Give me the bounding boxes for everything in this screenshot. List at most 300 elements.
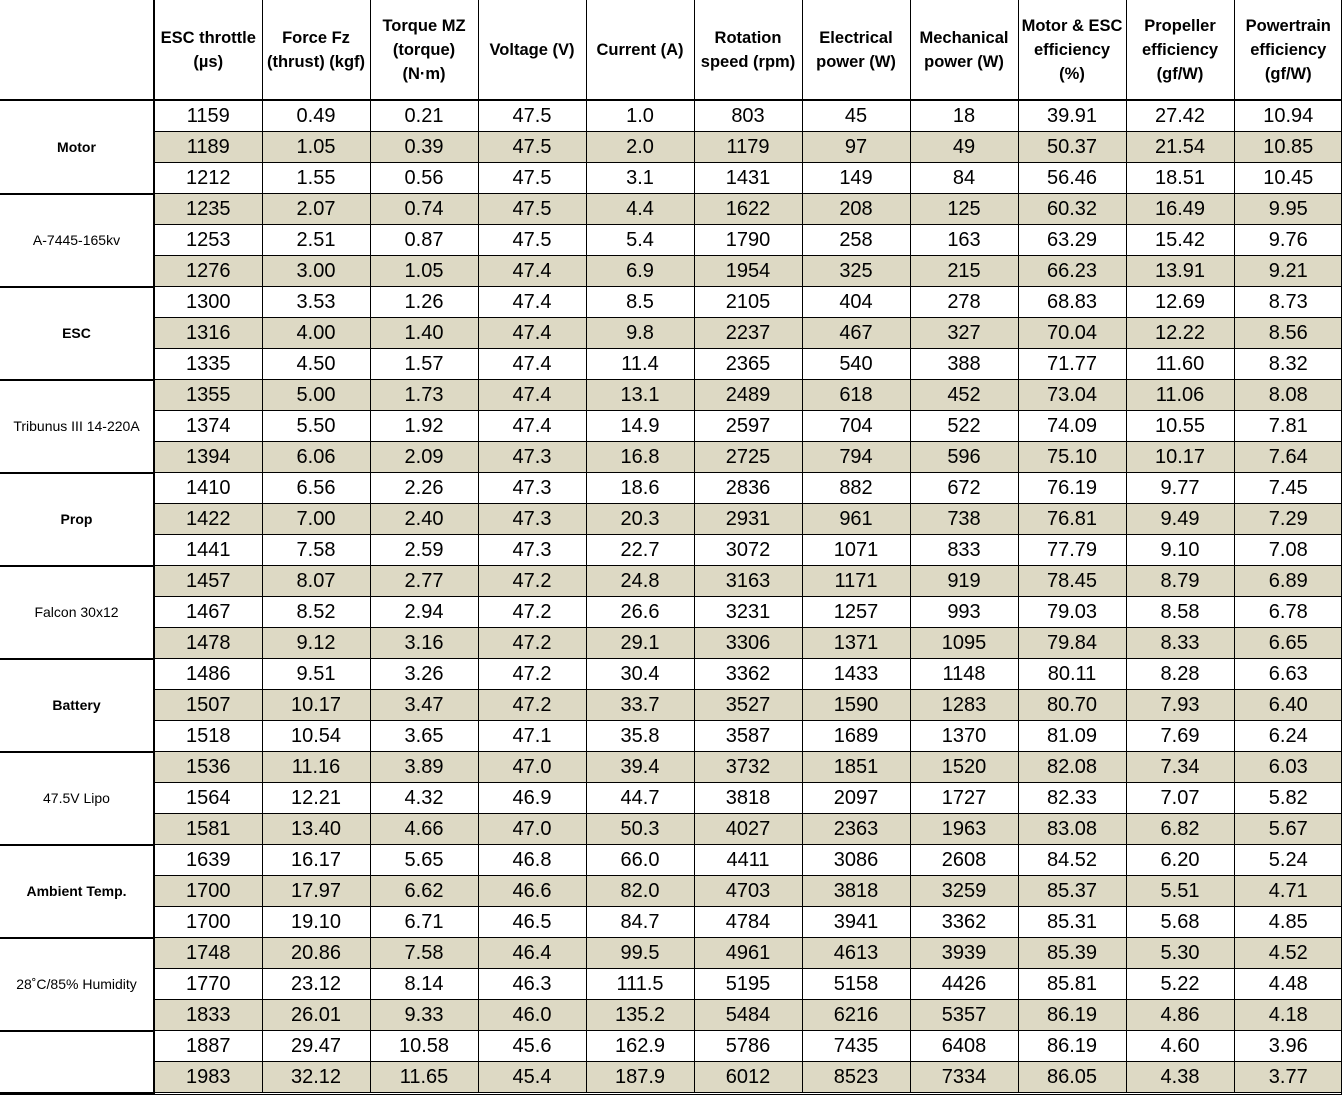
- table-cell: 1.05: [262, 132, 370, 163]
- table-cell: 738: [910, 504, 1018, 535]
- table-cell: 1.55: [262, 163, 370, 194]
- table-cell: 77.79: [1018, 535, 1126, 566]
- table-cell: 919: [910, 566, 1018, 597]
- table-cell: 99.5: [586, 938, 694, 969]
- table-cell: 4.60: [1126, 1031, 1234, 1062]
- table-cell: 1179: [694, 132, 802, 163]
- table-cell: 1371: [802, 628, 910, 659]
- table-cell: 1257: [802, 597, 910, 628]
- table-cell: 3527: [694, 690, 802, 721]
- table-cell: 8.56: [1234, 318, 1342, 349]
- table-cell: 16.8: [586, 442, 694, 473]
- table-cell: 1253: [154, 225, 262, 256]
- table-cell: 86.05: [1018, 1062, 1126, 1093]
- table-cell: 10.85: [1234, 132, 1342, 163]
- table-cell: 522: [910, 411, 1018, 442]
- table-cell: 6.63: [1234, 659, 1342, 690]
- table-cell: 18.6: [586, 473, 694, 504]
- table-cell: 45.6: [478, 1031, 586, 1062]
- table-cell: 3.89: [370, 752, 478, 783]
- header-torque: Torque MZ (torque) (N·m): [370, 0, 478, 100]
- table-cell: 4.71: [1234, 876, 1342, 907]
- table-cell: 8.08: [1234, 380, 1342, 411]
- table-cell: 3941: [802, 907, 910, 938]
- table-cell: 33.7: [586, 690, 694, 721]
- table-cell: 47.3: [478, 504, 586, 535]
- table-cell: 4.52: [1234, 938, 1342, 969]
- table-cell: 7.34: [1126, 752, 1234, 783]
- table-cell: 2.77: [370, 566, 478, 597]
- table-cell: 2.0: [586, 132, 694, 163]
- table-row: [0, 411, 1342, 442]
- table-cell: 46.3: [478, 969, 586, 1000]
- table-cell: 47.4: [478, 287, 586, 318]
- table-cell: 6216: [802, 1000, 910, 1031]
- table-cell: 79.84: [1018, 628, 1126, 659]
- table-cell: 15.42: [1126, 225, 1234, 256]
- table-cell: 5158: [802, 969, 910, 1000]
- table-cell: 540: [802, 349, 910, 380]
- group-label: Prop: [0, 473, 154, 566]
- table-cell: 1520: [910, 752, 1018, 783]
- table-cell: 47.5: [478, 163, 586, 194]
- header-thrust: Force Fz (thrust) (kgf): [262, 0, 370, 100]
- table-cell: 6.82: [1126, 814, 1234, 845]
- table-row: [0, 256, 1342, 287]
- table-cell: 2.26: [370, 473, 478, 504]
- table-cell: 162.9: [586, 1031, 694, 1062]
- table-cell: 35.8: [586, 721, 694, 752]
- table-cell: 84: [910, 163, 1018, 194]
- table-cell: 6.62: [370, 876, 478, 907]
- table-cell: 3.96: [1234, 1031, 1342, 1062]
- table-cell: 6.89: [1234, 566, 1342, 597]
- table-cell: 4.32: [370, 783, 478, 814]
- table-cell: 1851: [802, 752, 910, 783]
- table-cell: 50.37: [1018, 132, 1126, 163]
- table-cell: 596: [910, 442, 1018, 473]
- table-cell: 1.0: [586, 100, 694, 132]
- group-label: A-7445-165kv: [0, 194, 154, 287]
- table-cell: 8.58: [1126, 597, 1234, 628]
- group-label: ESC: [0, 287, 154, 380]
- table-cell: 39.91: [1018, 100, 1126, 132]
- table-cell: 47.2: [478, 628, 586, 659]
- table-cell: 1316: [154, 318, 262, 349]
- table-cell: 29.1: [586, 628, 694, 659]
- table-cell: 1.40: [370, 318, 478, 349]
- table-cell: 672: [910, 473, 1018, 504]
- table-cell: 0.49: [262, 100, 370, 132]
- table-row: [0, 1062, 1342, 1093]
- table-cell: 4.86: [1126, 1000, 1234, 1031]
- table-cell: 16.17: [262, 845, 370, 876]
- table-cell: 18: [910, 100, 1018, 132]
- table-cell: 1833: [154, 1000, 262, 1031]
- table-cell: 66.0: [586, 845, 694, 876]
- table-cell: 9.76: [1234, 225, 1342, 256]
- table-cell: 0.21: [370, 100, 478, 132]
- table-cell: 47.0: [478, 752, 586, 783]
- table-row: [0, 659, 1342, 690]
- table-row: [0, 473, 1342, 504]
- table-cell: 1457: [154, 566, 262, 597]
- table-cell: 1700: [154, 876, 262, 907]
- table-cell: 452: [910, 380, 1018, 411]
- table-cell: 47.2: [478, 597, 586, 628]
- table-cell: 1422: [154, 504, 262, 535]
- table-cell: 74.09: [1018, 411, 1126, 442]
- table-cell: 24.8: [586, 566, 694, 597]
- table-cell: 1983: [154, 1062, 262, 1093]
- table-cell: 8.5: [586, 287, 694, 318]
- table-cell: 1433: [802, 659, 910, 690]
- table-cell: 1954: [694, 256, 802, 287]
- table-cell: 14.9: [586, 411, 694, 442]
- table-cell: 4961: [694, 938, 802, 969]
- table-cell: 4411: [694, 845, 802, 876]
- table-cell: 4784: [694, 907, 802, 938]
- table-cell: 50.3: [586, 814, 694, 845]
- table-cell: 3732: [694, 752, 802, 783]
- table-cell: 1235: [154, 194, 262, 225]
- table-cell: 7435: [802, 1031, 910, 1062]
- table-cell: 4027: [694, 814, 802, 845]
- table-cell: 1700: [154, 907, 262, 938]
- table-cell: 7.58: [262, 535, 370, 566]
- table-cell: 18.51: [1126, 163, 1234, 194]
- table-cell: 1727: [910, 783, 1018, 814]
- table-cell: 5.22: [1126, 969, 1234, 1000]
- table-cell: 47.2: [478, 659, 586, 690]
- table-cell: 32.12: [262, 1062, 370, 1093]
- table-cell: 1189: [154, 132, 262, 163]
- group-label: Tribunus III 14-220A: [0, 380, 154, 473]
- group-label: Falcon 30x12: [0, 566, 154, 659]
- table-cell: 84.52: [1018, 845, 1126, 876]
- table-cell: 187.9: [586, 1062, 694, 1093]
- table-cell: 1410: [154, 473, 262, 504]
- table-cell: 13.1: [586, 380, 694, 411]
- table-cell: 6.71: [370, 907, 478, 938]
- table-cell: 1622: [694, 194, 802, 225]
- table-cell: 1478: [154, 628, 262, 659]
- table-cell: 1159: [154, 100, 262, 132]
- table-cell: 7.93: [1126, 690, 1234, 721]
- table-cell: 1071: [802, 535, 910, 566]
- table-cell: 86.19: [1018, 1031, 1126, 1062]
- table-cell: 258: [802, 225, 910, 256]
- table-cell: 47.2: [478, 690, 586, 721]
- table-bottom-border: [0, 1094, 1342, 1095]
- table-cell: 39.4: [586, 752, 694, 783]
- table-cell: 13.91: [1126, 256, 1234, 287]
- table-cell: 2.09: [370, 442, 478, 473]
- table-cell: 5.68: [1126, 907, 1234, 938]
- table-cell: 79.03: [1018, 597, 1126, 628]
- table-cell: 56.46: [1018, 163, 1126, 194]
- table-cell: 7334: [910, 1062, 1018, 1093]
- table-cell: 81.09: [1018, 721, 1126, 752]
- header-motor-esc-efficiency: Motor & ESC efficiency (%): [1018, 0, 1126, 100]
- table-cell: 327: [910, 318, 1018, 349]
- table-row: [0, 442, 1342, 473]
- table-cell: 11.16: [262, 752, 370, 783]
- table-cell: 1212: [154, 163, 262, 194]
- table-cell: 618: [802, 380, 910, 411]
- table-cell: 97: [802, 132, 910, 163]
- table-cell: 66.23: [1018, 256, 1126, 287]
- table-cell: 1.73: [370, 380, 478, 411]
- table-cell: 47.4: [478, 349, 586, 380]
- table-cell: 86.19: [1018, 1000, 1126, 1031]
- table-cell: 47.5: [478, 194, 586, 225]
- table-cell: 1374: [154, 411, 262, 442]
- table-cell: 4.38: [1126, 1062, 1234, 1093]
- table-cell: 1639: [154, 845, 262, 876]
- table-cell: 325: [802, 256, 910, 287]
- table-row: [0, 845, 1342, 876]
- table-cell: 2489: [694, 380, 802, 411]
- table-cell: 9.95: [1234, 194, 1342, 225]
- table-cell: 1431: [694, 163, 802, 194]
- table-cell: 76.19: [1018, 473, 1126, 504]
- header-electrical-power: Electrical power (W): [802, 0, 910, 100]
- table-cell: 6.78: [1234, 597, 1342, 628]
- header-esc-throttle: ESC throttle (µs): [154, 0, 262, 100]
- table-row: [0, 132, 1342, 163]
- table-row: [0, 752, 1342, 783]
- header-powertrain-efficiency: Powertrain efficiency (gf/W): [1234, 0, 1342, 100]
- table-cell: 8523: [802, 1062, 910, 1093]
- table-cell: 4613: [802, 938, 910, 969]
- table-cell: 12.22: [1126, 318, 1234, 349]
- table-cell: 84.7: [586, 907, 694, 938]
- table-cell: 1467: [154, 597, 262, 628]
- header-rotation-speed: Rotation speed (rpm): [694, 0, 802, 100]
- table-cell: 4426: [910, 969, 1018, 1000]
- table-cell: 17.97: [262, 876, 370, 907]
- table-cell: 3818: [802, 876, 910, 907]
- table-cell: 47.3: [478, 535, 586, 566]
- table-cell: 47.1: [478, 721, 586, 752]
- table-cell: 3818: [694, 783, 802, 814]
- table-row: [0, 814, 1342, 845]
- table-cell: 1590: [802, 690, 910, 721]
- table-cell: 10.55: [1126, 411, 1234, 442]
- table-cell: 4.48: [1234, 969, 1342, 1000]
- table-cell: 8.07: [262, 566, 370, 597]
- table-cell: 5.00: [262, 380, 370, 411]
- table-cell: 6.40: [1234, 690, 1342, 721]
- table-cell: 80.11: [1018, 659, 1126, 690]
- table-cell: 11.60: [1126, 349, 1234, 380]
- table-cell: 8.79: [1126, 566, 1234, 597]
- table-cell: 9.21: [1234, 256, 1342, 287]
- table-right-border: [1341, 0, 1342, 1094]
- table-cell: 1564: [154, 783, 262, 814]
- table-cell: 71.77: [1018, 349, 1126, 380]
- table-cell: 19.10: [262, 907, 370, 938]
- table-cell: 1770: [154, 969, 262, 1000]
- table-cell: 10.58: [370, 1031, 478, 1062]
- table-cell: 12.69: [1126, 287, 1234, 318]
- table-cell: 6.20: [1126, 845, 1234, 876]
- table-cell: 125: [910, 194, 1018, 225]
- table-row: [0, 225, 1342, 256]
- table-row: [0, 876, 1342, 907]
- table-cell: 1963: [910, 814, 1018, 845]
- table-cell: 208: [802, 194, 910, 225]
- table-cell: 6.03: [1234, 752, 1342, 783]
- table-cell: 111.5: [586, 969, 694, 1000]
- table-cell: 2.40: [370, 504, 478, 535]
- table-cell: 5.30: [1126, 938, 1234, 969]
- table-cell: 4.4: [586, 194, 694, 225]
- table-cell: 467: [802, 318, 910, 349]
- table-cell: 803: [694, 100, 802, 132]
- table-cell: 16.49: [1126, 194, 1234, 225]
- table-cell: 2836: [694, 473, 802, 504]
- table-cell: 215: [910, 256, 1018, 287]
- table-row: [0, 628, 1342, 659]
- table-cell: 11.4: [586, 349, 694, 380]
- table-cell: 7.81: [1234, 411, 1342, 442]
- table-cell: 47.4: [478, 380, 586, 411]
- table-cell: 75.10: [1018, 442, 1126, 473]
- table-row: [0, 566, 1342, 597]
- table-cell: 47.4: [478, 318, 586, 349]
- table-cell: 404: [802, 287, 910, 318]
- table-cell: 3.53: [262, 287, 370, 318]
- table-cell: 4.66: [370, 814, 478, 845]
- table-cell: 20.86: [262, 938, 370, 969]
- table-cell: 80.70: [1018, 690, 1126, 721]
- table-cell: 5484: [694, 1000, 802, 1031]
- table-cell: 149: [802, 163, 910, 194]
- table-cell: 13.40: [262, 814, 370, 845]
- table-cell: 8.14: [370, 969, 478, 1000]
- table-cell: 3259: [910, 876, 1018, 907]
- table-cell: 6012: [694, 1062, 802, 1093]
- table-cell: 3.00: [262, 256, 370, 287]
- table-cell: 49: [910, 132, 1018, 163]
- table-cell: 85.39: [1018, 938, 1126, 969]
- table-cell: 1300: [154, 287, 262, 318]
- header-corner: [0, 0, 154, 100]
- table-cell: 388: [910, 349, 1018, 380]
- group-label: [0, 1031, 154, 1093]
- table-cell: 3939: [910, 938, 1018, 969]
- table-body: [0, 100, 1342, 1093]
- header-current: Current (A): [586, 0, 694, 100]
- group-label: 47.5V Lipo: [0, 752, 154, 845]
- table-cell: 1790: [694, 225, 802, 256]
- table-cell: 45: [802, 100, 910, 132]
- table-cell: 5195: [694, 969, 802, 1000]
- table-cell: 5357: [910, 1000, 1018, 1031]
- table-cell: 5.51: [1126, 876, 1234, 907]
- table-row: [0, 938, 1342, 969]
- table-row: [0, 504, 1342, 535]
- table-cell: 47.5: [478, 100, 586, 132]
- table-cell: 1095: [910, 628, 1018, 659]
- table-cell: 82.33: [1018, 783, 1126, 814]
- table-cell: 47.3: [478, 442, 586, 473]
- table-cell: 2365: [694, 349, 802, 380]
- table-cell: 4.18: [1234, 1000, 1342, 1031]
- table-cell: 3.65: [370, 721, 478, 752]
- table-cell: 1.26: [370, 287, 478, 318]
- table-cell: 961: [802, 504, 910, 535]
- table-cell: 6.9: [586, 256, 694, 287]
- table-row: [0, 721, 1342, 752]
- table-row: [0, 690, 1342, 721]
- table-cell: 278: [910, 287, 1018, 318]
- table-cell: 82.08: [1018, 752, 1126, 783]
- table-cell: 68.83: [1018, 287, 1126, 318]
- table-row: [0, 163, 1342, 194]
- table-cell: 44.7: [586, 783, 694, 814]
- table-row: [0, 287, 1342, 318]
- table-cell: 1536: [154, 752, 262, 783]
- table-cell: 3306: [694, 628, 802, 659]
- header-row: [0, 0, 1342, 100]
- table-cell: 6408: [910, 1031, 1018, 1062]
- table-cell: 6.56: [262, 473, 370, 504]
- table-cell: 3.26: [370, 659, 478, 690]
- table-cell: 882: [802, 473, 910, 504]
- table-cell: 0.39: [370, 132, 478, 163]
- header-mechanical-power: Mechanical power (W): [910, 0, 1018, 100]
- table-cell: 3362: [910, 907, 1018, 938]
- group-label: Ambient Temp.: [0, 845, 154, 938]
- table-cell: 46.9: [478, 783, 586, 814]
- table-cell: 29.47: [262, 1031, 370, 1062]
- table-cell: 46.0: [478, 1000, 586, 1031]
- table-cell: 47.5: [478, 132, 586, 163]
- table-cell: 6.65: [1234, 628, 1342, 659]
- table-cell: 3086: [802, 845, 910, 876]
- table-cell: 46.8: [478, 845, 586, 876]
- table-cell: 85.37: [1018, 876, 1126, 907]
- table-cell: 22.7: [586, 535, 694, 566]
- table-cell: 1171: [802, 566, 910, 597]
- table-cell: 27.42: [1126, 100, 1234, 132]
- table-cell: 47.0: [478, 814, 586, 845]
- table-cell: 1.92: [370, 411, 478, 442]
- table-row: [0, 380, 1342, 411]
- table-cell: 45.4: [478, 1062, 586, 1093]
- table-cell: 8.28: [1126, 659, 1234, 690]
- table-cell: 5.4: [586, 225, 694, 256]
- table-cell: 10.54: [262, 721, 370, 752]
- table-cell: 1581: [154, 814, 262, 845]
- table-cell: 5786: [694, 1031, 802, 1062]
- table-cell: 135.2: [586, 1000, 694, 1031]
- table-cell: 1748: [154, 938, 262, 969]
- table-row: [0, 318, 1342, 349]
- table-cell: 1689: [802, 721, 910, 752]
- table-cell: 1.57: [370, 349, 478, 380]
- table-cell: 3072: [694, 535, 802, 566]
- table-cell: 9.51: [262, 659, 370, 690]
- table-row: [0, 969, 1342, 1000]
- table-cell: 9.49: [1126, 504, 1234, 535]
- header-voltage: Voltage (V): [478, 0, 586, 100]
- table-row: [0, 100, 1342, 132]
- table-cell: 26.6: [586, 597, 694, 628]
